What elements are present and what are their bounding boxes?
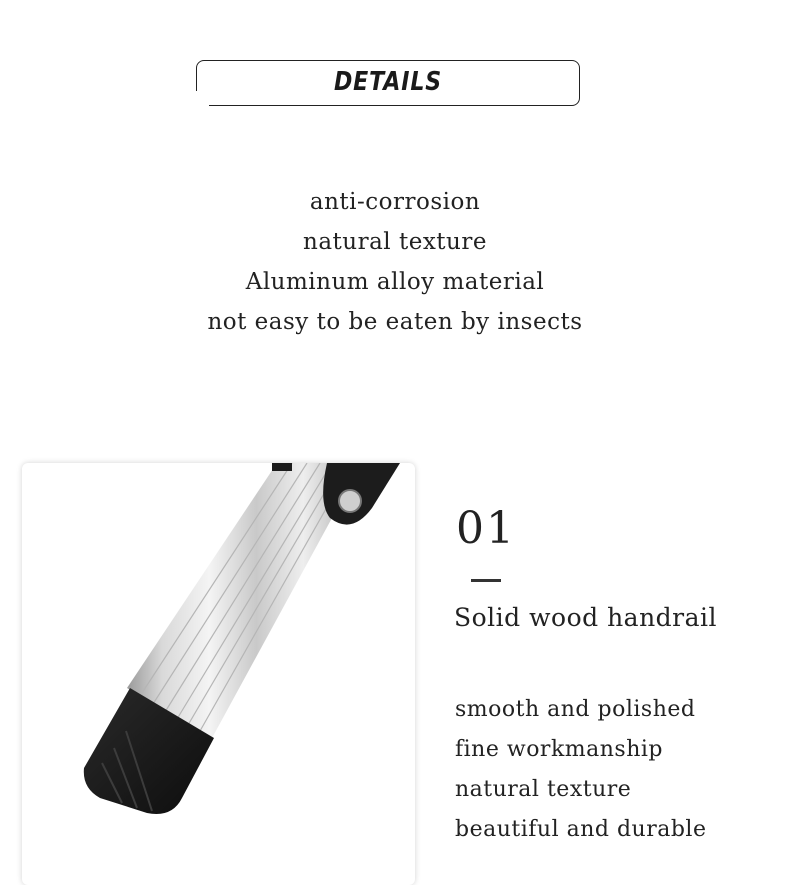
feature-line: not easy to be eaten by insects	[207, 309, 583, 335]
feature-line: anti-corrosion	[309, 189, 481, 215]
feature-list	[0, 182, 790, 342]
detail-title: Solid wood handrail	[454, 603, 718, 632]
detail-point: natural texture	[455, 777, 632, 802]
detail-point: smooth and polished	[455, 697, 696, 722]
detail-point: fine workmanship	[455, 737, 664, 762]
title-divider	[471, 579, 501, 582]
product-photo-card	[22, 463, 415, 885]
feature-line: Aluminum alloy material	[245, 269, 545, 295]
detail-number: 01	[456, 503, 516, 554]
ladder-leg-photo	[22, 463, 415, 885]
details-header-frame	[196, 60, 580, 106]
detail-point: beautiful and durable	[455, 817, 707, 842]
feature-line: natural texture	[303, 229, 487, 255]
detail-points	[455, 690, 707, 850]
details-title: DETAILS	[333, 67, 443, 97]
